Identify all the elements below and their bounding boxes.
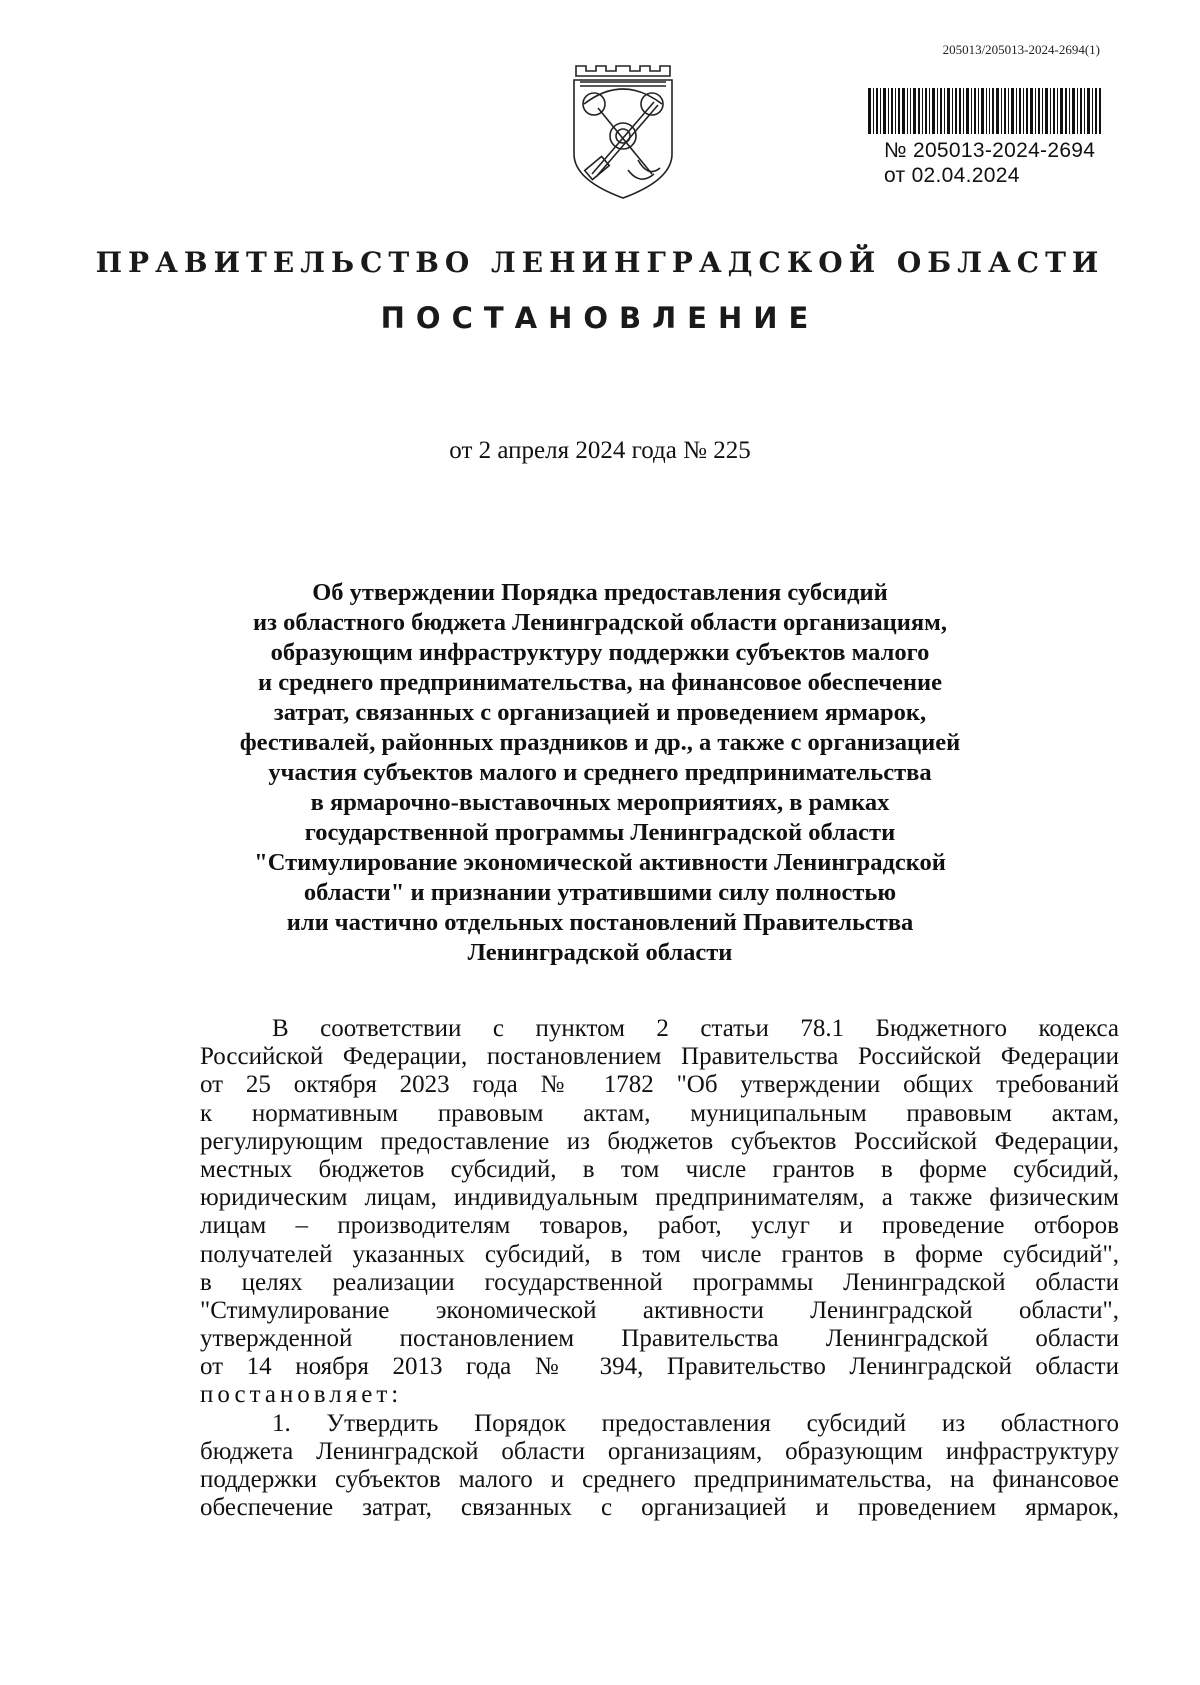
item-line: обеспечение затрат, связанных с организацией и проведением ярмарок, bbox=[200, 1494, 1119, 1522]
registration-date: от 02.04.2024 bbox=[884, 164, 1020, 187]
item-line: бюджета Ленинградской области организациям, образующим инфраструктуру bbox=[200, 1437, 1119, 1465]
body-line: от 14 ноября 2013 года № 394, Правительство Ленинградской области bbox=[200, 1353, 1119, 1381]
heading-line: государственной программы Ленинградской области bbox=[304, 819, 896, 846]
heading-line: в ярмарочно-выставочных мероприятиях, в рамках bbox=[310, 789, 890, 816]
body-line: "Стимулирование экономической активности Ленинградской области", bbox=[200, 1296, 1119, 1324]
heading-line: Об утверждении Порядка предоставления субсидий bbox=[312, 579, 888, 606]
body-line: местных бюджетов субсидий, в том числе грантов в форме субсидий, bbox=[200, 1155, 1119, 1183]
heading-line: "Стимулирование экономической активности Ленинградской bbox=[254, 849, 946, 876]
item-line: 1. Утвердить Порядок предоставления субсидий из областного bbox=[272, 1409, 1119, 1437]
heading-line: образующим инфраструктуру поддержки субъектов малого bbox=[270, 639, 930, 666]
heading-line: участия субъектов малого и среднего предпринимательства bbox=[268, 759, 932, 786]
resolution-date-number: от 2 апреля 2024 года № 225 bbox=[449, 437, 751, 464]
heading-line: Ленинградской области bbox=[467, 939, 733, 966]
heading-line: области" и признании утратившими силу полностью bbox=[303, 879, 897, 906]
body-line: Российской Федерации, постановлением Правительства Российской Федерации bbox=[200, 1043, 1119, 1071]
heading-line: из областного бюджета Ленинградской области организациям, bbox=[253, 609, 947, 636]
body-line: в целях реализации государственной программы Ленинградской области bbox=[200, 1268, 1119, 1296]
body-line: к нормативным правовым актам, муниципальным правовым актам, bbox=[200, 1099, 1119, 1127]
body-line: регулирующим предоставление из бюджетов субъектов Российской Федерации, bbox=[200, 1127, 1119, 1155]
document-type: ПОСТАНОВЛЕНИЕ bbox=[380, 301, 820, 335]
resolution-body bbox=[200, 1015, 1119, 1522]
body-line: от 25 октября 2023 года № 1782 "Об утверждении общих требований bbox=[200, 1071, 1119, 1099]
heading-line: фестивалей, районных праздников и др., а также с организацией bbox=[239, 729, 961, 756]
body-line: юридическим лицам, индивидуальным предпринимателям, а также физическим bbox=[200, 1184, 1119, 1212]
resolution-heading bbox=[200, 578, 1000, 968]
heading-line: или частично отдельных постановлений Правительства bbox=[286, 909, 914, 936]
government-title: ПРАВИТЕЛЬСТВО ЛЕНИНГРАДСКОЙ ОБЛАСТИ bbox=[95, 246, 1105, 279]
coat-of-arms-icon bbox=[568, 62, 678, 202]
body-line: лицам – производителям товаров, работ, услуг и проведение отборов bbox=[200, 1212, 1119, 1240]
item-line: поддержки субъектов малого и среднего предпринимательства, на финансовое bbox=[200, 1466, 1119, 1493]
body-line: В соответствии с пунктом 2 статьи 78.1 Бюджетного кодекса bbox=[272, 1015, 1119, 1042]
heading-line: затрат, связанных с организацией и проведением ярмарок, bbox=[273, 699, 927, 726]
document-serial: 205013/205013-2024-2694(1) bbox=[942, 42, 1100, 57]
heading-line: и среднего предпринимательства, на финансовое обеспечение bbox=[257, 669, 942, 696]
body-line: утвержденной постановлением Правительства Ленинградской области bbox=[200, 1325, 1119, 1353]
resolves-word: постановляет: bbox=[200, 1381, 403, 1409]
body-line: получателей указанных субсидий, в том числе грантов в форме субсидий", bbox=[200, 1240, 1119, 1268]
barcode-icon bbox=[868, 88, 1101, 134]
registration-number: № 205013-2024-2694 bbox=[884, 139, 1096, 162]
